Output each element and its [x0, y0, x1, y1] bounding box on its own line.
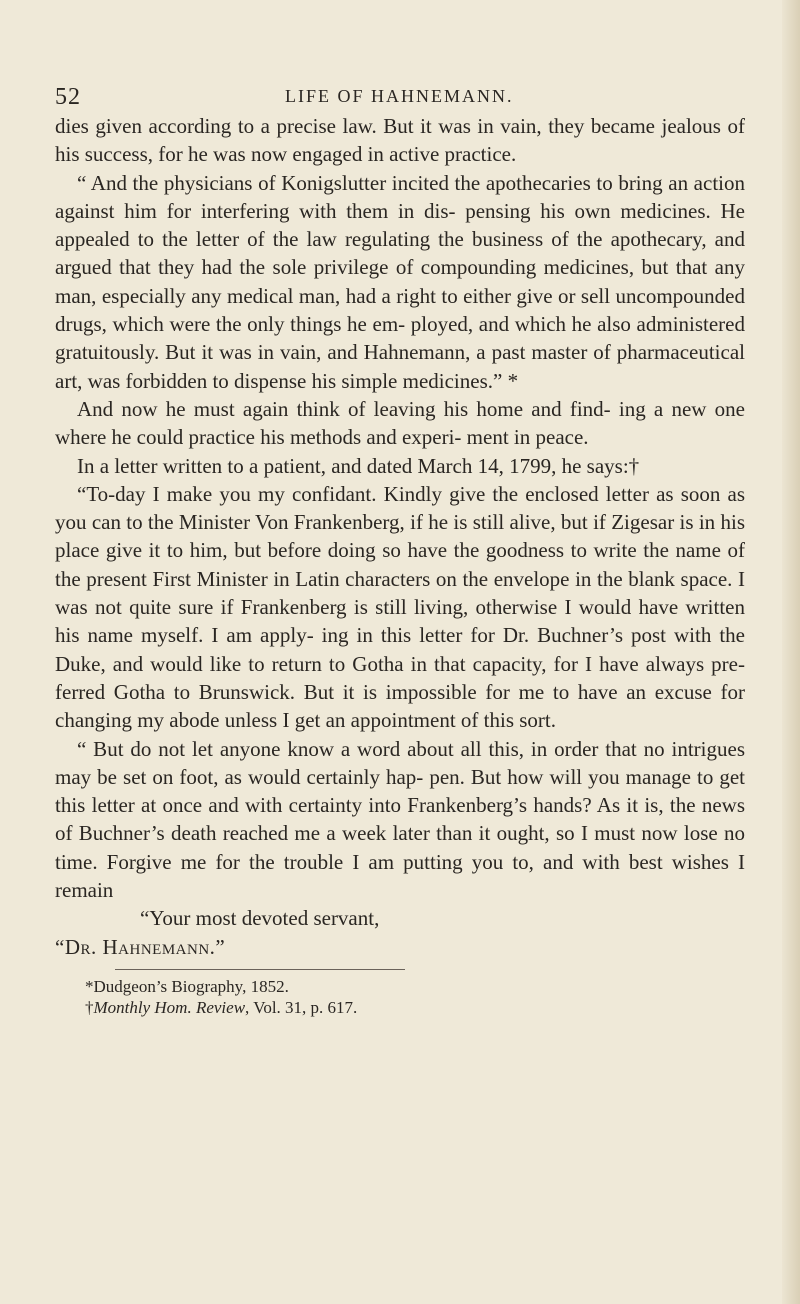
letter-signature: “Dr. Hahnemann.”: [55, 934, 226, 959]
footnotes: [55, 976, 745, 1018]
paragraph: “To-day I make you my confidant. Kindly give the enclosed letter as soon as you can to the Minister Von Frankenberg, if he is still alive, but if Zigesar is in his place give it to him, but before doing so have the goodness to write the name of the present First Minister in Latin characters on the envelope in the blank space. I was not quite sure if Frankenberg is still living, otherwise I would have written his name myself. I am apply- ing in this letter for Dr. Buchner’s post with the Duke, and would like to return to Gotha in that capacity, for I have always pre- ferred Gotha to Brunswick. But it is impossible for me to have an excuse for changing my abode unless I get an appointment of this sort.: [55, 481, 745, 733]
footnote-divider: [115, 969, 405, 970]
footnote-marker: †: [85, 997, 94, 1017]
body-text: [55, 112, 745, 1018]
paragraph: And now he must again think of leaving his home and find- ing a new one where he could practice his methods and experi- ment in peace.: [55, 396, 745, 450]
paragraph: dies given according to a precise law. But it was in vain, they became jealous of his success, for he was now engaged in active practice.: [55, 114, 745, 167]
page-edge: [782, 0, 800, 1304]
footnote: *Dudgeon’s Biography, 1852.: [85, 976, 289, 996]
page-header: [55, 84, 745, 112]
page-number: 52: [55, 84, 81, 110]
paragraph: “ But do not let anyone know a word about all this, in order that no intrigues may be set on foot, as would certainly hap- pen. But how will you manage to get this letter at once and with certainty into Frankenberg’s hands? As it is, the news of Buchner’s death reached me a week later than it ought, so I must now lose no time. Forgive me for the trouble I am putting you to, and with best wishes I remain: [55, 736, 745, 903]
paragraph: In a letter written to a patient, and dated March 14, 1799, he says:†: [77, 453, 640, 478]
footnote: [85, 997, 745, 1018]
footnote-journal-title: Monthly Hom. Review: [93, 997, 246, 1017]
running-head: LIFE OF HAHNEMANN.: [285, 86, 514, 106]
paragraph: “ And the physicians of Konigslutter incited the apothecaries to bring an action against him for interfering with them in dis- pensing his own medicines. He appealed to the letter of the law regulating the business of the apothecary, and argued that they had the sole privilege of compounding medicines, but that any man, especially any medical man, had a right to either give or sell uncompounded drugs, which were the only things he em- ployed, and which he also administered gratuitously. But it was in vain, and Hahnemann, a past master of pharmaceutical art, was forbidden to dispense his simple medicines.” *: [55, 170, 745, 393]
footnote-citation: , Vol. 31, p. 617.: [245, 997, 358, 1017]
letter-closing: “Your most devoted servant,: [140, 906, 380, 931]
